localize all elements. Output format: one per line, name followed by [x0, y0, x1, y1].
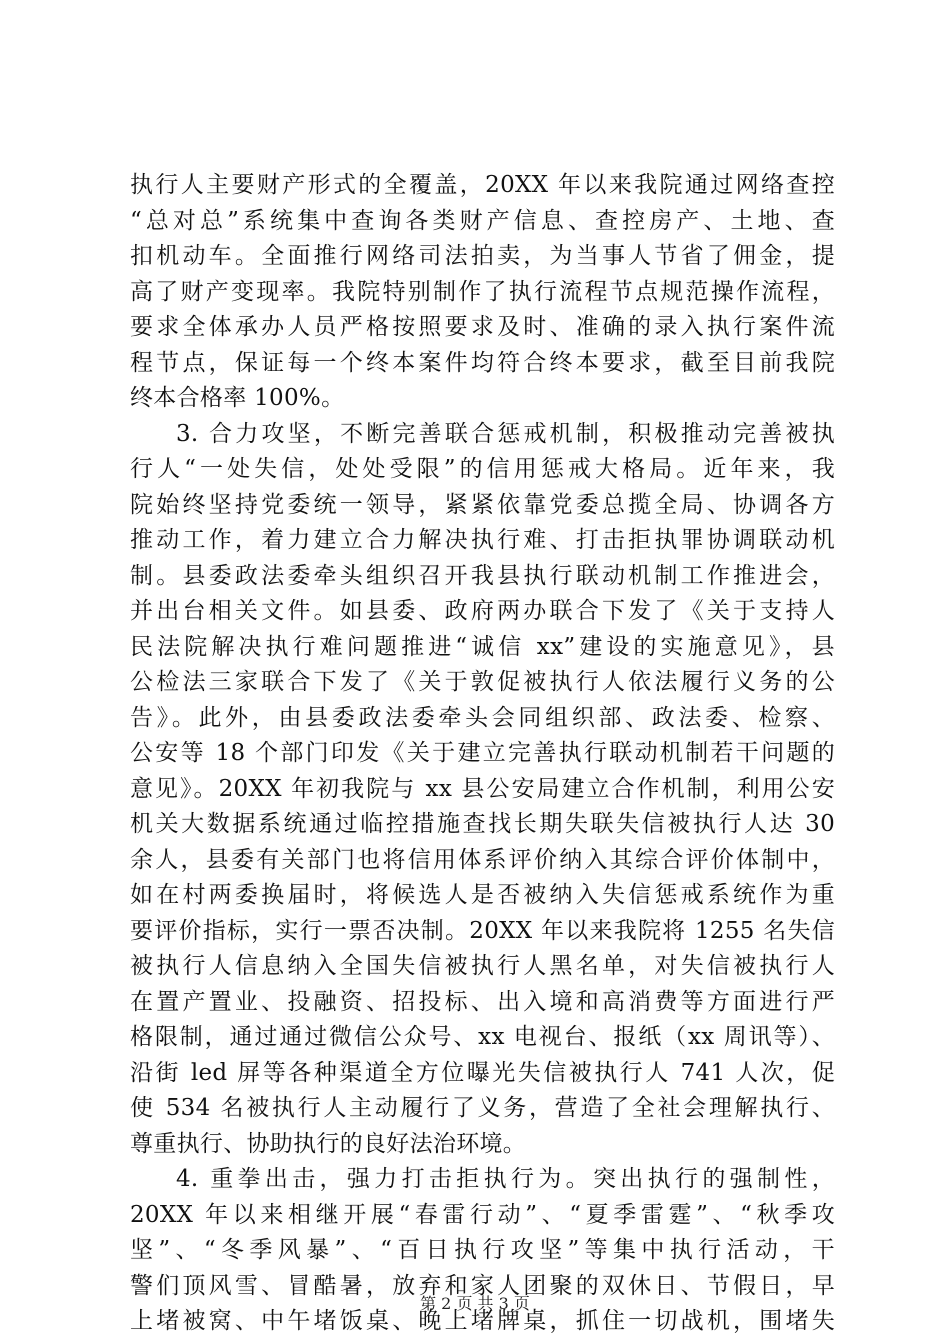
text-line: 20XX 年以来相继开展“春雷行动”、“夏季雷霆”、“秋季攻 [130, 1201, 835, 1228]
text-line: 格限制，通过通过微信公众号、xx 电视台、报纸（xx 周讯等）、 [130, 1024, 835, 1050]
text-line: 如在村两委换届时，将候选人是否被纳入失信惩戒系统作为重 [130, 882, 835, 908]
text-line: 要评价指标，实行一票否决制。20XX 年以来我院将 1255 名失信 [130, 917, 835, 944]
text-line: “总对总”系统集中查询各类财产信息、查控房产、土地、查 [130, 207, 835, 234]
text-line: 机关大数据系统通过临控措施查找长期失联失信被执行人达 30 [130, 811, 835, 837]
text-line: 执行人主要财产形式的全覆盖，20XX 年以来我院通过网络查控 [130, 172, 835, 198]
text-line: 告》。此外，由县委政法委牵头会同组织部、政法委、检察、 [130, 704, 835, 731]
text-line: 沿街 led 屏等各种渠道全方位曝光失信被执行人 741 人次，促 [130, 1059, 835, 1086]
text-line: 制。县委政法委牵头组织召开我县执行联动机制工作推进会， [130, 562, 835, 589]
paragraph-first-line: 3. 合力攻坚，不断完善联合惩戒机制，积极推动完善被执 [176, 420, 835, 447]
text-line-last: 终本合格率 100%。 [130, 385, 345, 411]
text-line: 警们顶风雪、冒酷暑，放弃和家人团聚的双休日、节假日，早 [130, 1272, 835, 1299]
paragraph-first-line: 4. 重拳出击，强力打击拒执行为。突出执行的强制性， [176, 1166, 835, 1192]
text-line: 上堵被窝、中午堵饭桌、晚上堵牌桌，抓住一切战机，围堵失 [130, 1308, 835, 1334]
text-line: 意见》。20XX 年初我院与 xx 县公安局建立合作机制，利用公安 [130, 775, 835, 802]
text-line: 公检法三家联合下发了《关于敦促被执行人依法履行义务的公 [130, 669, 835, 695]
text-line: 坚”、“冬季风暴”、“百日执行攻坚”等集中执行活动，干 [130, 1237, 835, 1263]
document-body [130, 168, 835, 1340]
page-number-footer: 第 2 页 共 3 页 [420, 1294, 530, 1313]
text-line: 被执行人信息纳入全国失信被执行人黑名单，对失信被执行人 [130, 953, 835, 979]
text-line: 推动工作，着力建立合力解决执行难、打击拒执罪协调联动机 [130, 527, 835, 553]
paragraph-3 [130, 417, 835, 1163]
text-line: 在置产置业、投融资、招投标、出入境和高消费等方面进行严 [130, 988, 835, 1015]
text-line: 行人“一处失信，处处受限”的信用惩戒大格局。近年来，我 [130, 456, 835, 482]
text-line: 高了财产变现率。我院特别制作了执行流程节点规范操作流程， [130, 278, 835, 305]
text-line-last: 尊重执行、协助执行的良好法治环境。 [130, 1130, 527, 1157]
paragraph-continued [130, 168, 835, 417]
text-line: 民法院解决执行难问题推进“诚信 xx”建设的实施意见》，县 [130, 633, 835, 660]
text-line: 院始终坚持党委统一领导，紧紧依靠党委总揽全局、协调各方 [130, 491, 835, 518]
text-line: 公安等 18 个部门印发《关于建立完善执行联动机制若干问题的 [130, 740, 835, 766]
text-line: 扣机动车。全面推行网络司法拍卖，为当事人节省了佣金，提 [130, 243, 835, 269]
text-line: 程节点，保证每一个终本案件均符合终本要求，截至目前我院 [130, 349, 835, 376]
text-line: 要求全体承办人员严格按照要求及时、准确的录入执行案件流 [130, 314, 835, 340]
text-line: 使 534 名被执行人主动履行了义务，营造了全社会理解执行、 [130, 1095, 835, 1121]
text-line: 余人，县委有关部门也将信用体系评价纳入其综合评价体制中， [130, 846, 835, 873]
text-line: 并出台相关文件。如县委、政府两办联合下发了《关于支持人 [130, 598, 835, 624]
